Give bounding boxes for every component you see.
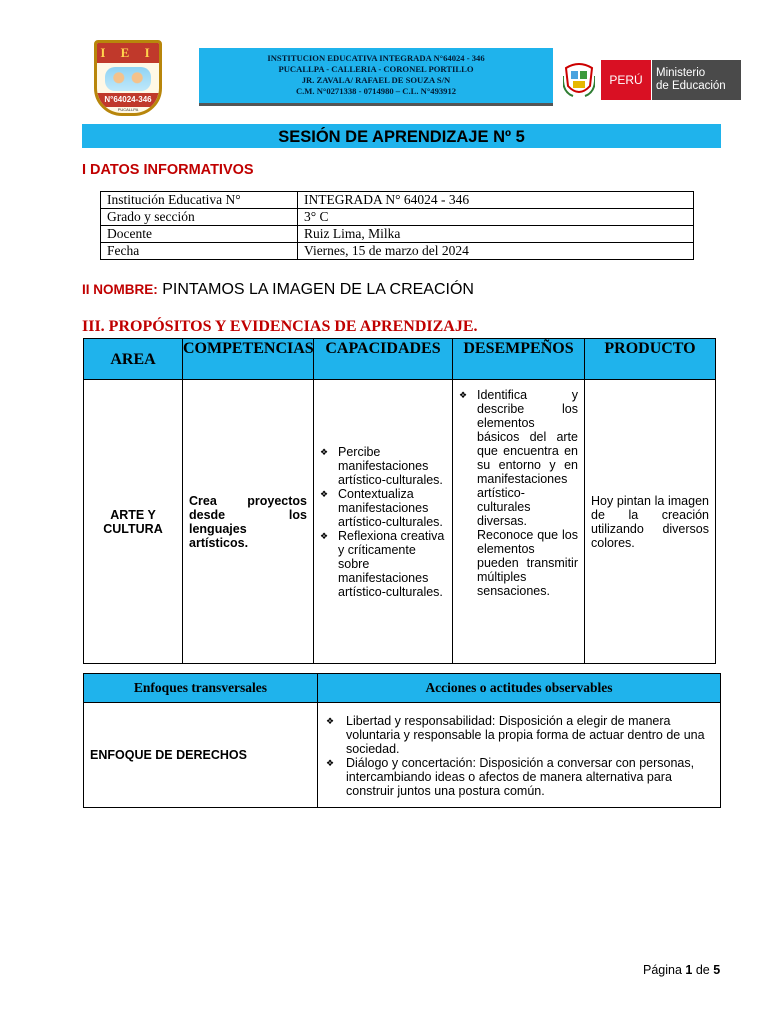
info-label: Docente (101, 226, 298, 243)
table-row (84, 380, 716, 664)
capacidad-item: ❖ Percibe manifestaciones artístico-culturales. (318, 445, 446, 487)
section-1-heading: I DATOS INFORMATIVOS (82, 162, 254, 178)
session-name: PINTAMOS LA IMAGEN DE LA CREACIÓN (162, 281, 474, 298)
institution-line: C.M. N°0271338 - 0714980 – C.L. N°493912 (295, 86, 457, 96)
page-label: Página (643, 963, 682, 977)
info-label: Institución Educativa N° (101, 192, 298, 209)
desempeno-item: ❖ Identifica y describe los elementos básicos del arte que encuentra en su entorno y en manifestaciones artístico-culturales diversas. Reconoce que los elementos pueden transmitir múltiples sensaciones. (457, 388, 578, 598)
header-competencias: COMPETENCIAS (183, 339, 314, 380)
info-value: Ruiz Lima, Milka (298, 226, 694, 243)
capacidad-item: ❖ Contextualiza manifestaciones artístico-culturales. (318, 487, 446, 529)
institution-line: PUCALLPA - CALLERIA - CORONEL PORTILLO (278, 64, 474, 74)
acciones-cell (318, 703, 721, 808)
area-cell: ARTE Y CULTURA (84, 380, 183, 664)
info-value: 3° C (298, 209, 694, 226)
header-enfoques: Enfoques transversales (84, 674, 318, 703)
institution-box (199, 48, 553, 106)
logo-city: PUCALLPA (117, 107, 139, 112)
accion-item: ❖ Libertad y responsabilidad: Disposición a elegir de manera voluntaria y responsable la propia forma de actuar dentro de una sociedad. (324, 714, 712, 756)
enfoques-table (83, 673, 721, 808)
header-acciones: Acciones o actitudes observables (318, 674, 721, 703)
table-row (84, 703, 721, 808)
header-capacidades: CAPACIDADES (314, 339, 453, 380)
info-value: INTEGRADA N° 64024 - 346 (298, 192, 694, 209)
accion-item: ❖ Diálogo y concertación: Disposición a conversar con personas, intercambiando ideas o afectos de manera alternativa para construir juntos una postura común. (324, 756, 712, 798)
section-2-label: II NOMBRE: (82, 282, 158, 297)
ministry-label (651, 60, 741, 100)
ministry-line-2: de Educación (656, 80, 726, 92)
section-3-heading: III. PROPÓSITOS Y EVIDENCIAS DE APRENDIZAJE. (82, 318, 478, 335)
purposes-table (83, 338, 716, 664)
section-2 (82, 281, 474, 299)
capacidades-cell (314, 380, 453, 664)
info-label: Fecha (101, 243, 298, 260)
header-area: AREA (84, 339, 183, 380)
session-title: SESIÓN DE APRENDIZAJE Nº 5 (278, 128, 525, 146)
page-of: de (695, 963, 710, 977)
logo-number: N°64024-346 (97, 93, 159, 107)
peru-coat-of-arms-icon (563, 62, 595, 98)
competencia-cell: Crea proyectos desde los lenguajes artísticos. (183, 380, 314, 664)
info-table (100, 191, 694, 260)
header-producto: PRODUCTO (585, 339, 716, 380)
institution-line: JR. ZAVALA/ RAFAEL DE SOUZA S/N (301, 75, 451, 85)
logo-letters: I E I (100, 45, 156, 60)
page-current: 1 (685, 963, 693, 977)
producto-cell: Hoy pintan la imagen de la creación utilizando diversos colores. (585, 380, 716, 664)
info-value: Viernes, 15 de marzo del 2024 (298, 243, 694, 260)
table-row (101, 209, 694, 226)
session-title-bar (82, 124, 721, 148)
header-desempenos: DESEMPEÑOS (453, 339, 585, 380)
page-total: 5 (713, 963, 721, 977)
logo-children-image (105, 67, 151, 91)
table-row (101, 192, 694, 209)
table-header-row (84, 339, 716, 380)
school-logo (94, 40, 162, 116)
ministry-line-1: Ministerio (656, 67, 706, 79)
enfoque-cell: ENFOQUE DE DERECHOS (84, 703, 318, 808)
table-header-row (84, 674, 721, 703)
institution-line: INSTITUCION EDUCATIVA INTEGRADA N°64024 - 346 (267, 53, 485, 63)
table-row (101, 226, 694, 243)
info-label: Grado y sección (101, 209, 298, 226)
page-number (643, 963, 720, 977)
desempeno-cell (453, 380, 585, 664)
peru-label: PERÚ (601, 60, 651, 100)
capacidad-item: ❖ Reflexiona creativa y críticamente sobre manifestaciones artístico-culturales. (318, 529, 446, 599)
table-row (101, 243, 694, 260)
